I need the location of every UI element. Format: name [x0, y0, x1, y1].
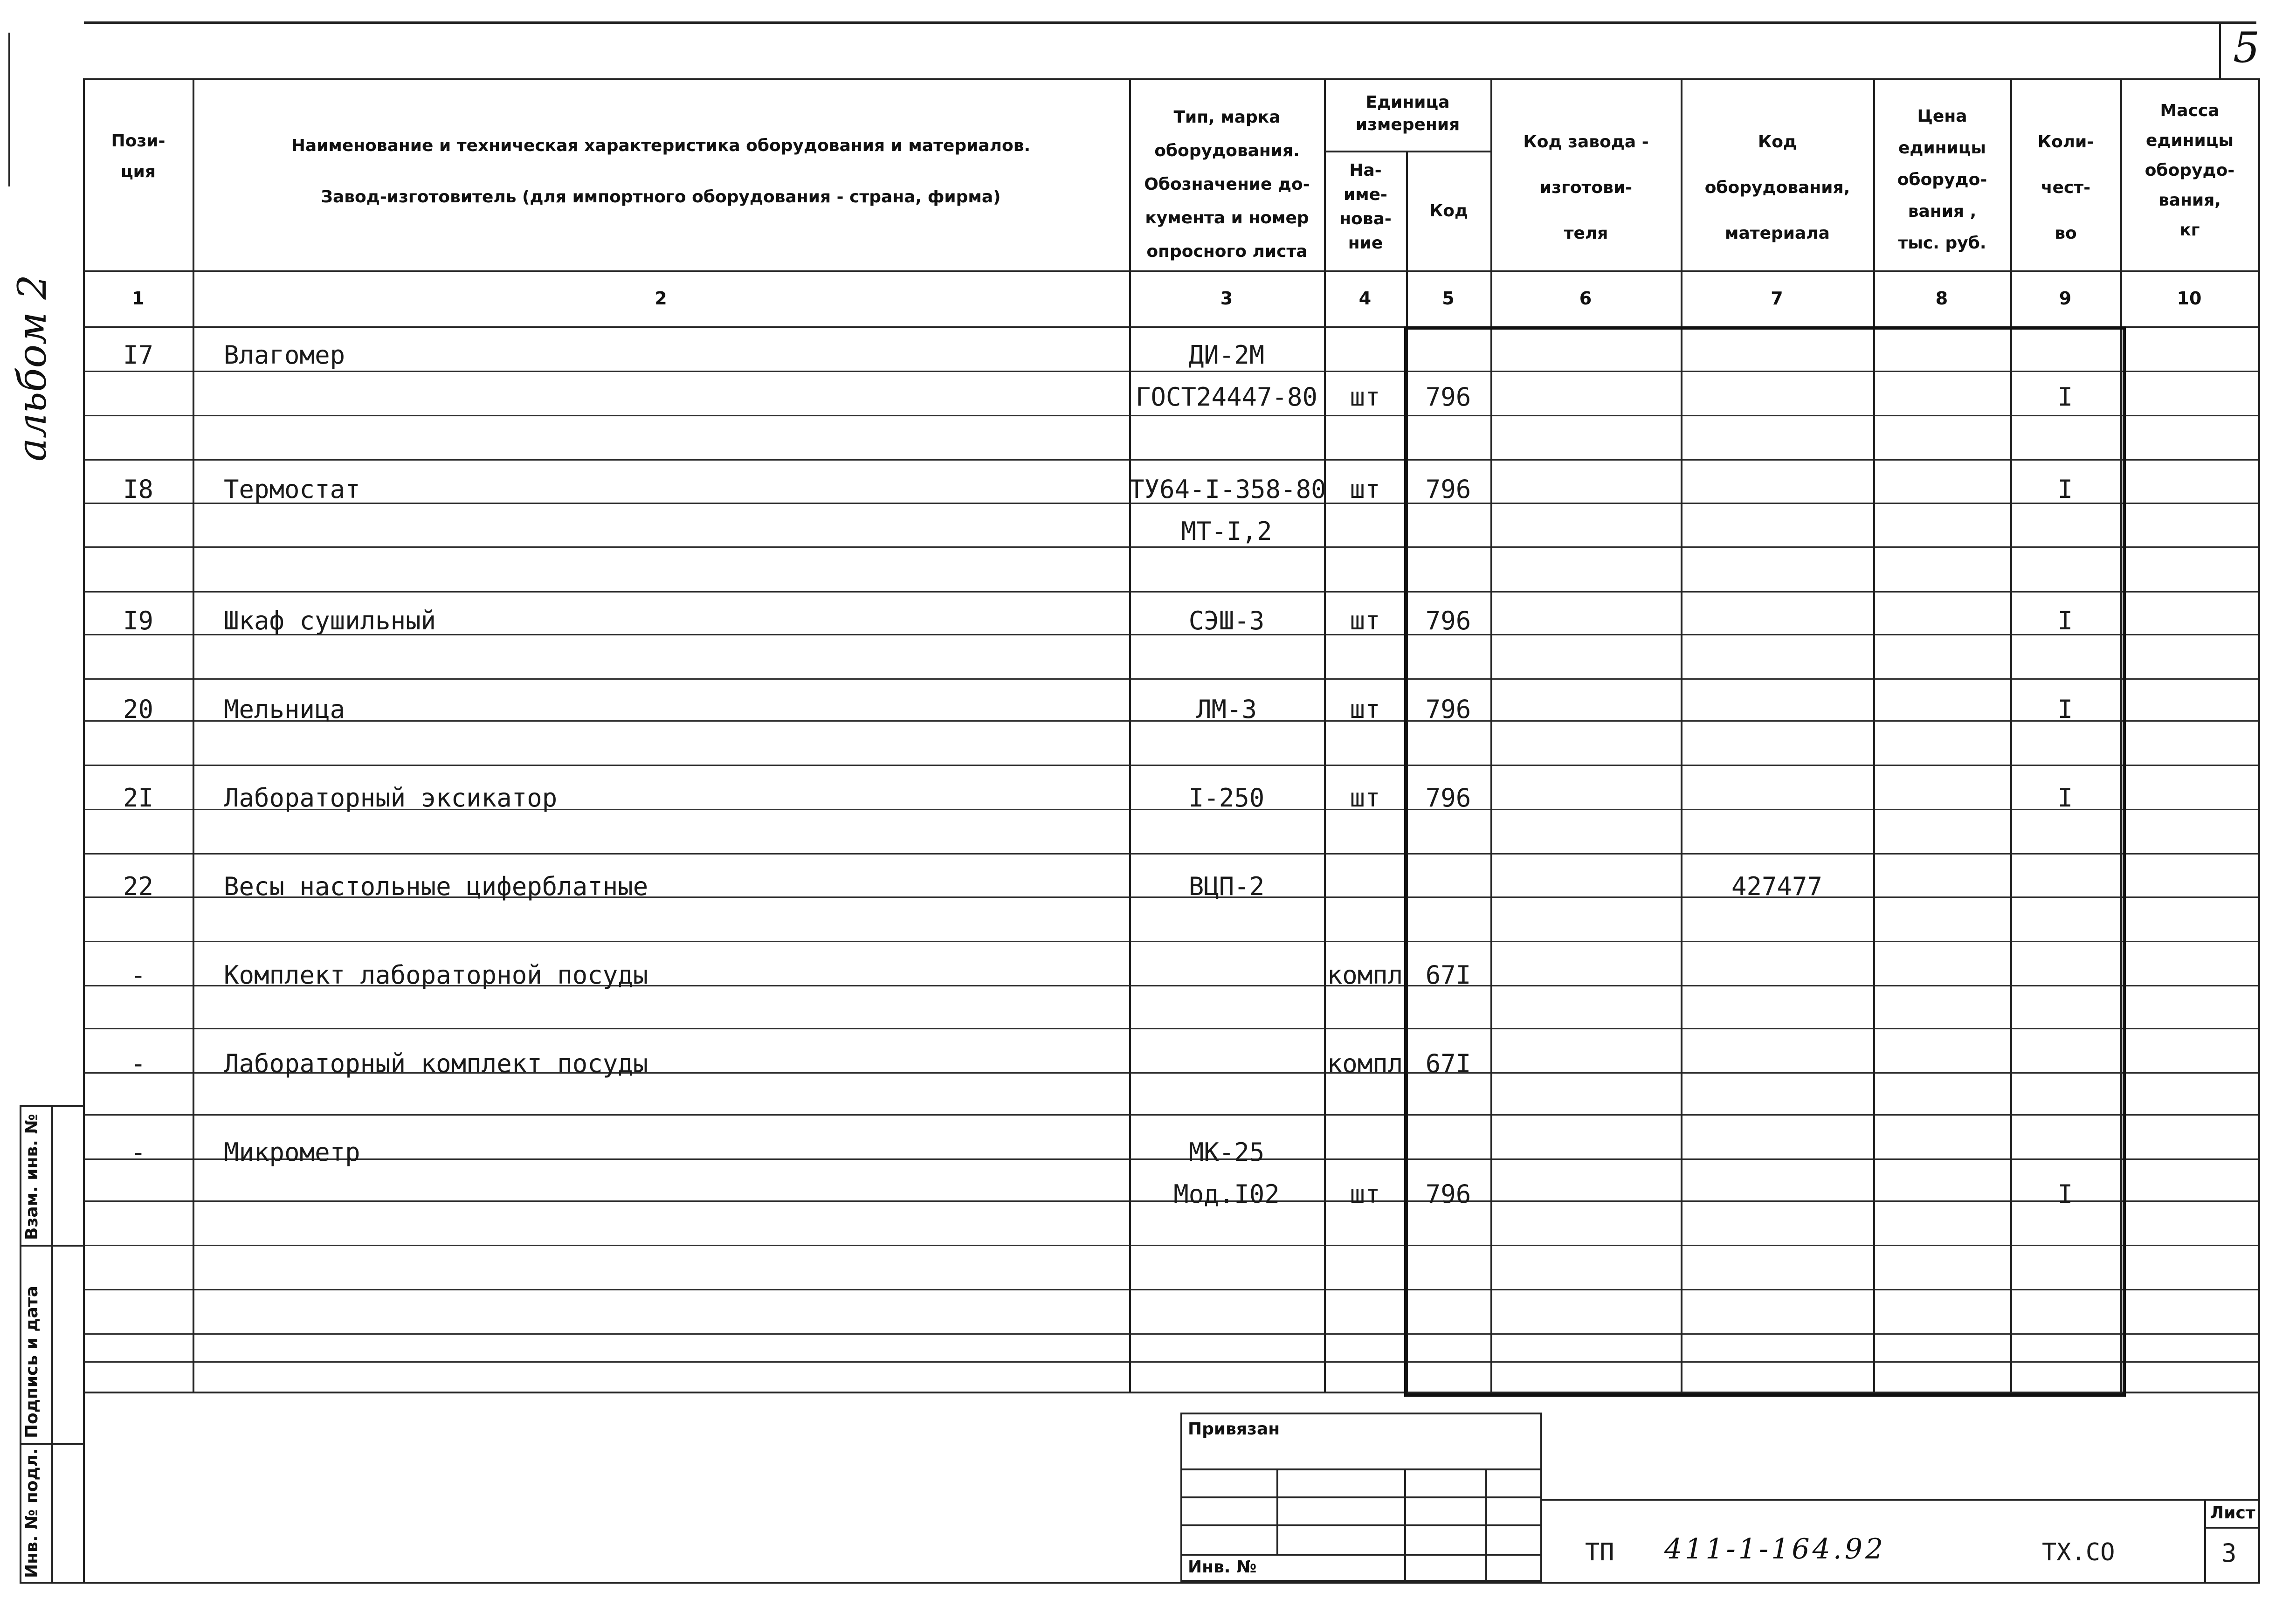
- left-margin-line: [8, 33, 10, 186]
- corner-box-left: [2219, 21, 2221, 80]
- row-position: 22: [123, 872, 154, 901]
- row-quantity: I: [2057, 695, 2073, 724]
- row-quantity: I: [2057, 475, 2073, 504]
- row-unit-code: 796: [1425, 606, 1471, 635]
- col-num-8: 8: [1935, 288, 1948, 309]
- row-unit-code: 67I: [1425, 960, 1471, 990]
- row-name: Мельница: [224, 695, 345, 724]
- row-type-doc: ГОСТ24447-80: [1135, 382, 1318, 412]
- col-num-5: 5: [1442, 288, 1455, 309]
- header-type: Тип, марка оборудования. Обозначение до- кумента и номер опросного листа: [1144, 108, 1310, 261]
- side-line-left: [20, 1105, 21, 1583]
- row-quantity: I: [2057, 606, 2073, 635]
- row-unit-code: 796: [1425, 783, 1471, 813]
- side-line-bottom: [20, 1582, 83, 1584]
- row-type: I-250: [1188, 783, 1265, 813]
- row-type-doc: Мод.I02: [1173, 1179, 1280, 1209]
- col-num-1: 1: [132, 288, 145, 309]
- row-equipment-code: 427477: [1731, 872, 1823, 901]
- row-name: Микрометр: [224, 1137, 360, 1167]
- album-note: альбом 2: [9, 275, 55, 462]
- col-line-1: [193, 78, 194, 1392]
- col-num-6: 6: [1579, 288, 1592, 309]
- row-type-doc: МТ-I,2: [1181, 517, 1272, 546]
- header-name: Наименование и техническая характеристика оборудования и материалов. Завод-изготовитель (для импортного оборудования - страна, фирма): [291, 136, 1031, 207]
- side-line-mid: [51, 1105, 53, 1583]
- row-unit-name: компл: [1327, 1049, 1403, 1078]
- col-num-4: 4: [1358, 288, 1372, 309]
- title-doc-number: 411-1-164.92: [1664, 1533, 1886, 1565]
- table-top: [83, 78, 2260, 80]
- stamp-attached-label: Привязан: [1188, 1420, 1280, 1439]
- row-unit-name: шт: [1350, 606, 1380, 635]
- side-label-replaced-inv: Взам. инв. №: [22, 1114, 41, 1240]
- row-name: Лабораторный комплект посуды: [224, 1049, 648, 1078]
- row-unit-code: 796: [1425, 382, 1471, 412]
- row-type: ТУ64-I-358-80: [1129, 475, 1326, 504]
- row-name: Влагомер: [224, 340, 345, 370]
- row-unit-code: 67I: [1425, 1049, 1471, 1078]
- row-quantity: I: [2057, 1179, 2073, 1209]
- header-unit-group: Единица измерения: [1355, 93, 1460, 134]
- title-top: [1542, 1499, 2260, 1501]
- row-unit-name: шт: [1350, 475, 1380, 504]
- title-sheet-number: 3: [2221, 1538, 2237, 1568]
- stamp-line-3: [1180, 1524, 1542, 1526]
- row-unit-code: 796: [1425, 1179, 1471, 1209]
- row-name: Лабораторный эксикатор: [224, 783, 558, 813]
- title-sheet-label: Лист: [2210, 1503, 2255, 1523]
- top-border: [84, 21, 2256, 24]
- side-line-a: [20, 1245, 83, 1247]
- title-tp: ТП: [1585, 1538, 1614, 1566]
- row-unit-name: шт: [1350, 695, 1380, 724]
- col-num-9: 9: [2059, 288, 2072, 309]
- col-num-7: 7: [1771, 288, 1783, 309]
- row-position: I7: [123, 340, 154, 370]
- row-position: I9: [123, 606, 154, 635]
- header-mass: Масса единицы оборудо- вания, кг: [2144, 101, 2235, 240]
- row-name: Шкаф сушильный: [224, 606, 436, 635]
- header-bottom: [83, 270, 2260, 272]
- row-unit-code: 796: [1425, 695, 1471, 724]
- header-equipment-code: Код оборудования, материала: [1704, 132, 1850, 243]
- col-num-3: 3: [1220, 288, 1233, 309]
- row-quantity: I: [2057, 382, 2073, 412]
- row-name: Термостат: [224, 475, 360, 504]
- header-price: Цена единицы оборудо- вания , тыс. руб.: [1897, 107, 1987, 253]
- row-unit-name: шт: [1350, 382, 1380, 412]
- header-plant-code: Код завода - изготови- теля: [1523, 132, 1649, 243]
- stamp-line-1: [1180, 1468, 1542, 1470]
- row-name: Весы настольные циферблатные: [224, 872, 648, 901]
- row-type: ВЦП-2: [1188, 872, 1265, 901]
- row-type: ЛМ-3: [1196, 695, 1257, 724]
- header-unit-name: На- име- нова- ние: [1339, 161, 1392, 253]
- stamp-vline-3: [1485, 1468, 1487, 1582]
- side-line-b: [20, 1443, 83, 1445]
- frame-bottom: [83, 1582, 2260, 1584]
- side-label-inv-orig: Инв. № подл.: [22, 1448, 41, 1578]
- row-unit-name: шт: [1350, 1179, 1380, 1209]
- row-position: I8: [123, 475, 154, 504]
- stamp-vline-1: [1276, 1468, 1278, 1554]
- row-position: 2I: [123, 783, 154, 813]
- row-type: ДИ-2М: [1188, 340, 1265, 370]
- side-label-signature-date: Подпись и дата: [22, 1286, 41, 1438]
- row-name: Комплект лабораторной посуды: [224, 960, 648, 990]
- row-position: -: [131, 1049, 146, 1078]
- col-num-2: 2: [655, 288, 667, 309]
- row-position: -: [131, 1137, 146, 1167]
- row-unit-code: 796: [1425, 475, 1471, 504]
- stamp-inv-label: Инв. №: [1188, 1558, 1257, 1577]
- row-position: -: [131, 960, 146, 990]
- col-num-10: 10: [2177, 288, 2202, 309]
- row-unit-name: компл: [1327, 960, 1403, 990]
- header-unit-code: Код: [1429, 201, 1469, 221]
- col-line-10: [2258, 78, 2260, 1582]
- header-quantity: Коли- чест- во: [2037, 132, 2094, 243]
- stamp-vline-2: [1404, 1468, 1406, 1582]
- title-code: ТХ.СО: [2042, 1538, 2115, 1566]
- row-position: 20: [123, 695, 154, 724]
- row-unit-name: шт: [1350, 783, 1380, 813]
- side-line-top: [20, 1105, 83, 1107]
- stamp-line-2: [1180, 1496, 1542, 1498]
- row-type: МК-25: [1188, 1137, 1265, 1167]
- row-quantity: I: [2057, 783, 2073, 813]
- row-type: СЭШ-3: [1188, 606, 1265, 635]
- header-position: Пози- ция: [111, 131, 165, 181]
- sheet-corner-number: 5: [2233, 23, 2260, 72]
